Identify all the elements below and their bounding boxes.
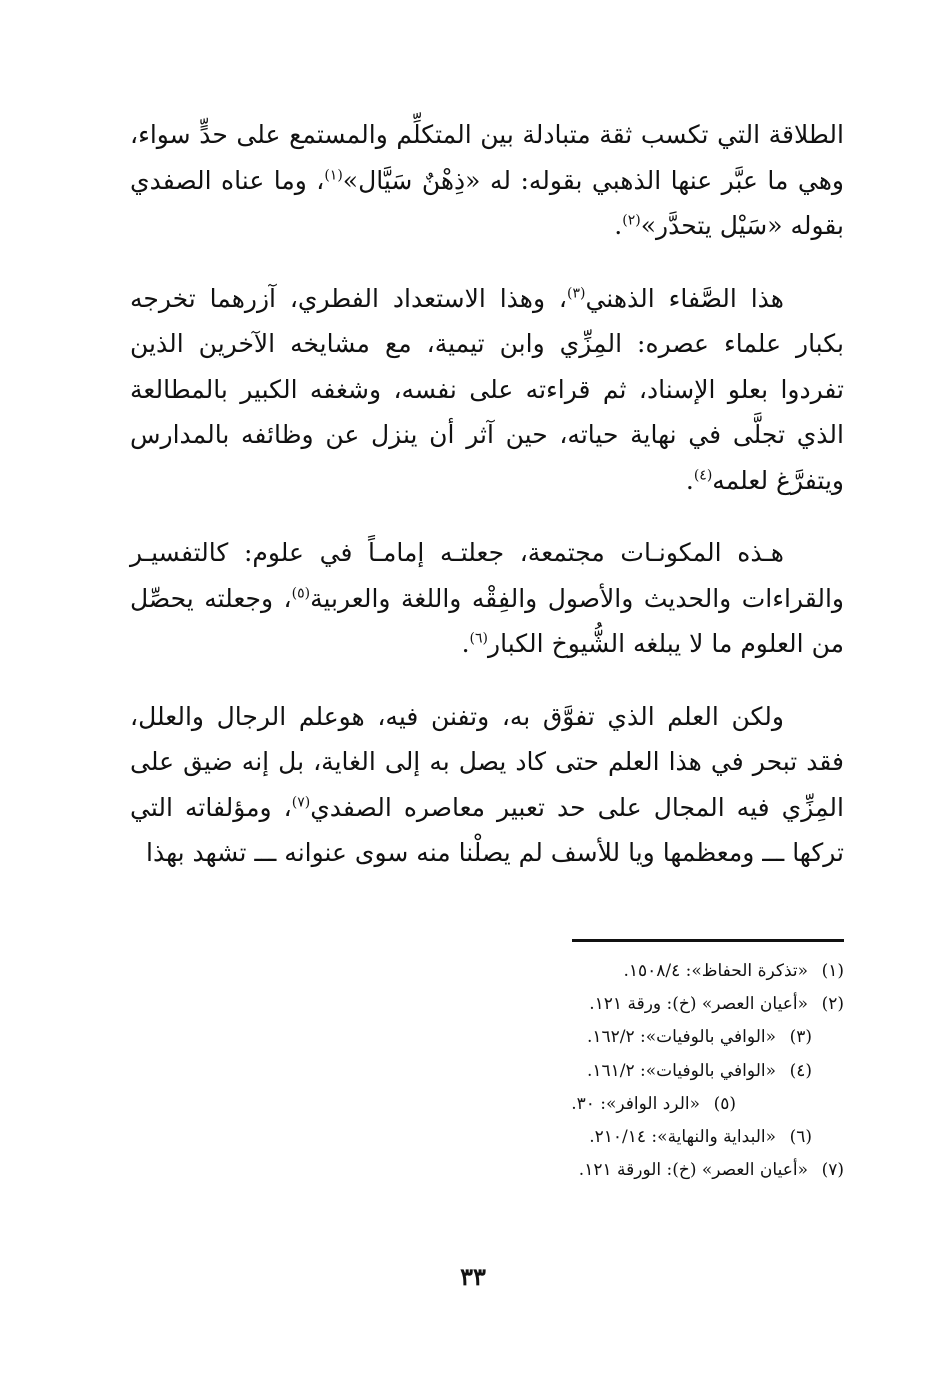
- footnote-text: «أعيان العصر» (خ): ورقة ١٢١.: [589, 994, 808, 1015]
- page-number: ٣٣: [460, 1262, 486, 1291]
- footnote-text: «الرد الوافر»: ٣٠.: [571, 1093, 700, 1114]
- footnote-text: «الوافي بالوفيات»: ١٦١/٢.: [586, 1060, 776, 1081]
- footnote: [324, 955, 844, 988]
- footnote-number: (٦): [789, 1127, 812, 1148]
- footnote-divider: [572, 939, 844, 942]
- footnote-text: «الوافي بالوفيات»: ١٦٢/٢.: [586, 1027, 776, 1048]
- footnote-text: «تذكرة الحفاظ»: ١٥٠٨/٤.: [623, 961, 808, 981]
- footnote: [324, 1055, 844, 1088]
- footnote: [324, 1154, 844, 1187]
- text-run: ولكن العلم الذي تفوَّق به، وتفنن فيه، هوعلم الرجال والعلل، فقد تبحر في هذا العلم حتى كاد يصل به إلى الغاية، بل إنه ضيق على المِزِّي فيه المجال على حد تعبير معاصره الصفدي: [130, 701, 844, 822]
- text-run: ، وهذا الاستعداد الفطري، آزرهما تخرجه بكبار علماء عصره: المِزِّي وابن تيمية، مع مشايخه الآخرين الذين تفردوا بعلو الإسناد، ثم قراءته على نفسه، وشغفه الكبير بالمطالعة الذي تجلَّى في نهاية حياته، حين آثر أن ينزل عن وظائفه بالمدارس ويتفرَّغ لعلمه: [130, 283, 844, 495]
- text-run: ، وما عناه الصفدي بقوله «سَيْل يتحدَّر»: [130, 165, 844, 240]
- text-run: ، وجعلته يحصِّل من العلوم ما لا يبلغه الشُّيوخ الكبار: [130, 583, 844, 658]
- text-run: ، ومؤلفاته التي تركها ـــ ومعظمها ويا للأسف لم يصلْنا منه سوى عنوانه ـــ تشهد بهذا: [130, 792, 844, 867]
- footnote: [324, 1021, 844, 1054]
- footnote-reference: (١): [324, 167, 343, 184]
- paragraph: [130, 276, 844, 504]
- footnote-reference: (٢): [622, 212, 641, 229]
- footnotes-list: [324, 955, 844, 1187]
- footnote: [324, 1121, 844, 1154]
- footnote-reference: (٤): [693, 467, 713, 484]
- text-run: .: [461, 629, 470, 658]
- paragraph: [130, 112, 844, 249]
- footnote-text: «البداية والنهاية»: ٢١٠/١٤.: [589, 1127, 776, 1148]
- footnote-number: (١): [821, 961, 844, 981]
- footnote-number: (٣): [789, 1027, 812, 1048]
- footnote: [324, 988, 844, 1021]
- footnote-reference: (٦): [469, 630, 489, 647]
- text-run: هذا الصَّفاء الذهني: [585, 283, 784, 313]
- footnote-text: «أعيان العصر» (خ): الورقة ١٢١.: [578, 1160, 808, 1181]
- footnote-number: (٤): [789, 1060, 812, 1081]
- footnote-reference: (٥): [291, 585, 311, 602]
- text-run: هـذه المكونـات مجتمعة، جعلتـه إمامـاً في علوم: كالتفسيـر والقراءات والحديث والأصول والفِقْه واللغة والعربية: [130, 538, 844, 613]
- text-run: الطلاقة التي تكسب ثقة متبادلة بين المتكلِّم والمستمع على حدٍّ سواء، وهي ما عبَّر عنها الذهبي بقوله: له «ذِهْنٌ سَيَّال»: [130, 120, 844, 195]
- footnote-number: (٥): [713, 1093, 736, 1114]
- footnote-number: (٢): [821, 994, 844, 1015]
- footnote-reference: (٣): [567, 285, 586, 302]
- footnote-number: (٧): [821, 1160, 844, 1181]
- main-text: [130, 112, 844, 903]
- paragraph: [130, 530, 844, 667]
- footnote: [324, 1088, 844, 1121]
- text-run: .: [685, 465, 694, 495]
- footnote-reference: (٧): [291, 794, 311, 811]
- paragraph: [130, 694, 844, 876]
- text-run: .: [614, 211, 623, 240]
